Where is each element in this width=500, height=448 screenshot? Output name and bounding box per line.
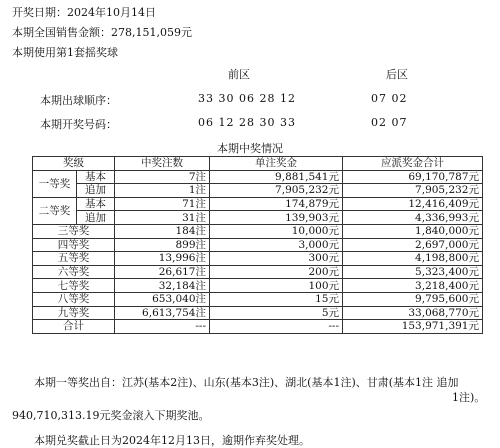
sales-amount: 本期全国销售金额：278,151,059元: [12, 26, 192, 39]
total-prize: 4,336,993元: [343, 211, 483, 225]
unit-prize: 300元: [210, 252, 343, 266]
table-row: [33, 170, 483, 184]
total-prize: 1,840,000元: [343, 224, 483, 238]
level-name: 一等奖: [33, 170, 77, 197]
win-count: 32,184注: [115, 279, 210, 293]
unit-prize: 9,881,541元: [210, 170, 343, 184]
header-total: 应派奖金合计: [343, 157, 483, 171]
total-prize: 5,323,400元: [343, 265, 483, 279]
unit-prize: 200元: [210, 265, 343, 279]
unit-prize: 15元: [210, 292, 343, 306]
win-count: 184注: [115, 224, 210, 238]
level-name: 二等奖: [33, 197, 77, 224]
table-row: [33, 211, 483, 225]
winning-numbers-front: 06 12 28 30 33: [198, 116, 296, 129]
unit-prize: 100元: [210, 279, 343, 293]
table-row: [33, 224, 483, 238]
total-prize: 33,068,770元: [343, 306, 483, 320]
header-prize: 单注奖金: [210, 157, 343, 171]
table-row: [33, 279, 483, 293]
win-count: 653,040注: [115, 292, 210, 306]
win-count: 31注: [115, 211, 210, 225]
total-count: ---: [115, 320, 210, 334]
table-row: [33, 197, 483, 211]
level-name: 六等奖: [33, 265, 115, 279]
total-prize: 12,416,409元: [343, 197, 483, 211]
level-name: 八等奖: [33, 292, 115, 306]
win-count: 13,996注: [115, 252, 210, 266]
level-name: 四等奖: [33, 238, 115, 252]
unit-prize: 5元: [210, 306, 343, 320]
table-row: [33, 238, 483, 252]
table-row: [33, 265, 483, 279]
unit-prize: 3,000元: [210, 238, 343, 252]
back-zone-title: 后区: [386, 68, 408, 81]
unit-prize: 10,000元: [210, 224, 343, 238]
table-row: [33, 292, 483, 306]
win-count: 1注: [115, 184, 210, 198]
sub-level: 基本: [77, 170, 115, 184]
draw-order-front: 33 30 06 28 12: [198, 92, 296, 105]
table-total-row: [33, 320, 483, 334]
first-prize-origin-line2: 1注)。: [452, 391, 486, 404]
unit-prize: 174,879元: [210, 197, 343, 211]
unit-prize: 139,903元: [210, 211, 343, 225]
total-prize: 7,905,232元: [343, 184, 483, 198]
first-prize-origin-line1: 本期一等奖出自：江苏(基本2注)、山东(基本3注)、湖北(基本1注)、甘肃(基本1注 追加: [34, 376, 459, 389]
winning-numbers-back: 02 07: [371, 116, 408, 129]
front-zone-title: 前区: [228, 68, 250, 81]
win-count: 71注: [115, 197, 210, 211]
level-name: 九等奖: [33, 306, 115, 320]
sub-level: 追加: [77, 211, 115, 225]
table-row: [33, 184, 483, 198]
total-prize: 9,795,600元: [343, 292, 483, 306]
claim-deadline: 本期兑奖截止日为2024年12月13日，逾期作弃奖处理。: [34, 434, 310, 447]
total-prize: 69,170,787元: [343, 170, 483, 184]
table-row: [33, 252, 483, 266]
win-count: 7注: [115, 170, 210, 184]
total-prize: 2,697,000元: [343, 238, 483, 252]
total-prize: 3,218,400元: [343, 279, 483, 293]
total-unit-prize: ---: [210, 320, 343, 334]
sub-level: 追加: [77, 184, 115, 198]
win-count: 899注: [115, 238, 210, 252]
total-label: 合计: [33, 320, 115, 334]
rollover-note: 940,710,313.19元奖金滚入下期奖池。: [12, 409, 210, 422]
header-level: 奖级: [33, 157, 115, 171]
level-name: 三等奖: [33, 224, 115, 238]
win-count: 6,613,754注: [115, 306, 210, 320]
level-name: 五等奖: [33, 252, 115, 266]
prize-table: [32, 156, 483, 334]
draw-order-label: 本期出球顺序：: [40, 94, 117, 107]
ball-set-info: 本期使用第1套摇奖球: [12, 46, 118, 59]
table-header-row: [33, 157, 483, 171]
grand-total: 153,971,391元: [343, 320, 483, 334]
draw-order-back: 07 02: [371, 92, 408, 105]
level-name: 七等奖: [33, 279, 115, 293]
unit-prize: 7,905,232元: [210, 184, 343, 198]
table-row: [33, 306, 483, 320]
draw-date: 开奖日期：2024年10月14日: [12, 6, 156, 19]
sub-level: 基本: [77, 197, 115, 211]
header-count: 中奖注数: [115, 157, 210, 171]
prize-table-title: 本期中奖情况: [217, 142, 283, 155]
total-prize: 4,198,800元: [343, 252, 483, 266]
win-count: 26,617注: [115, 265, 210, 279]
winning-numbers-label: 本期开奖号码：: [40, 118, 117, 131]
